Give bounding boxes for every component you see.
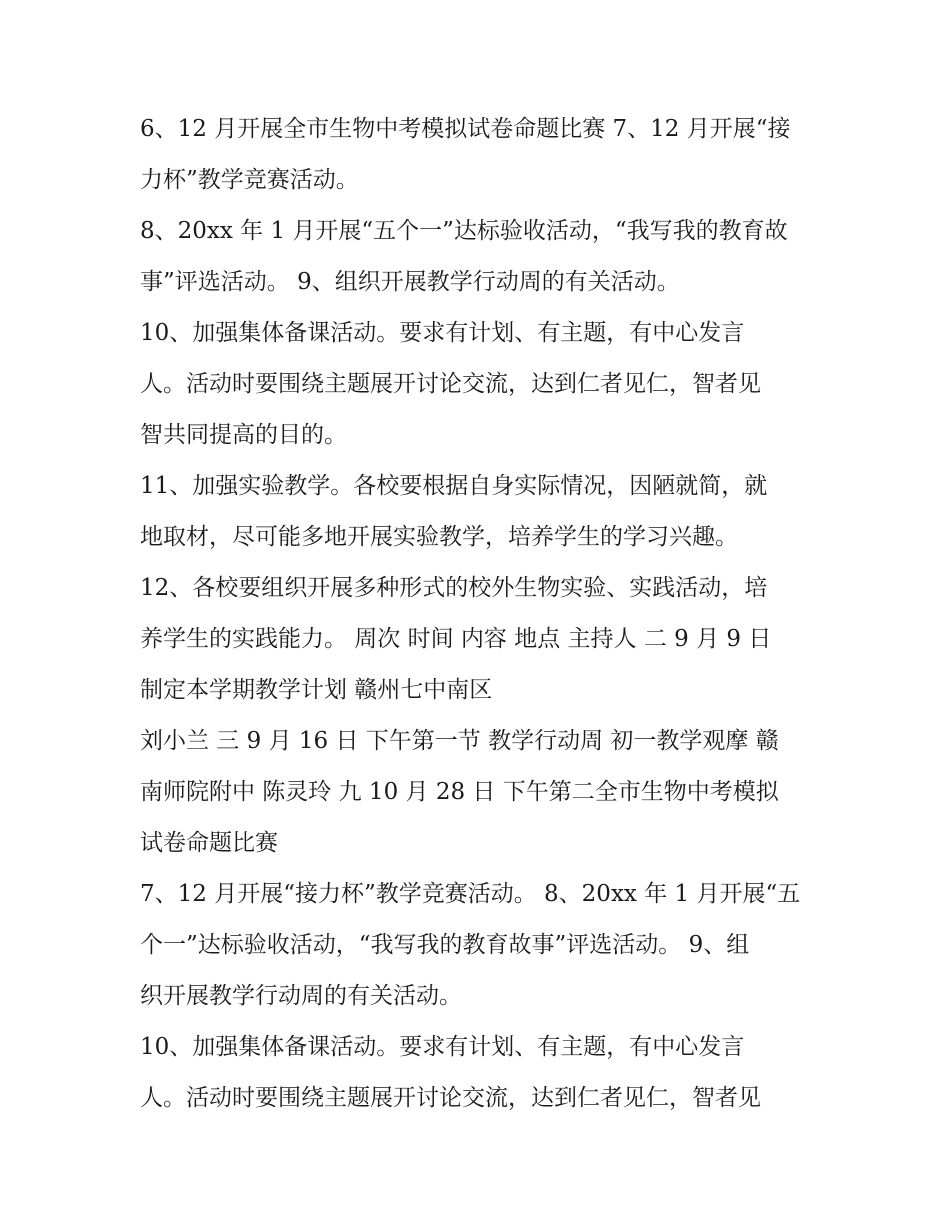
text-line: 试卷命题比赛: [140, 830, 278, 856]
text-line: 地取材，尽可能多地开展实验教学，培养学生的学习兴趣。: [140, 524, 738, 550]
text-line: 10、加强集体备课活动。要求有计划、有主题，有中心发言: [140, 1034, 745, 1060]
text-line: 个一”达标验收活动，“我写我的教育故事”评选活动。 9、组: [140, 932, 750, 958]
text-line: 南师院附中 陈灵玲 九 10 月 28 日 下午第二全市生物中考模拟: [140, 779, 779, 805]
text-line: 6、12 月开展全市生物中考模拟试卷命题比赛 7、12 月开展“接: [140, 116, 791, 142]
text-line: 制定本学期教学计划 赣州七中南区: [140, 677, 493, 703]
text-line: 刘小兰 三 9 月 16 日 下午第一节 教学行动周 初一教学观摩 赣: [140, 728, 779, 754]
text-line: 织开展教学行动周的有关活动。: [140, 983, 462, 1009]
text-line: 8、20xx 年 1 月开展“五个一”达标验收活动，“我写我的教育故: [140, 218, 788, 244]
text-line: 10、加强集体备课活动。要求有计划、有主题，有中心发言: [140, 320, 745, 346]
document-body: [140, 104, 820, 1124]
text-line: 人。活动时要围绕主题展开讨论交流，达到仁者见仁，智者见: [140, 371, 761, 397]
text-line: 事”评选活动。 9、组织开展教学行动周的有关活动。: [140, 269, 680, 295]
text-line: 智共同提高的目的。: [140, 422, 347, 448]
text-line: 养学生的实践能力。 周次 时间 内容 地点 主持人 二 9 月 9 日: [140, 626, 772, 652]
text-line: 力杯”教学竞赛活动。: [140, 167, 359, 193]
text-line: 12、各校要组织开展多种形式的校外生物实验、实践活动，培: [140, 575, 768, 601]
text-line: 人。活动时要围绕主题展开讨论交流，达到仁者见仁，智者见: [140, 1085, 761, 1111]
text-line: 7、12 月开展“接力杯”教学竞赛活动。 8、20xx 年 1 月开展“五: [140, 881, 801, 907]
text-line: 11、加强实验教学。各校要根据自身实际情况，因陋就简，就: [140, 473, 768, 499]
